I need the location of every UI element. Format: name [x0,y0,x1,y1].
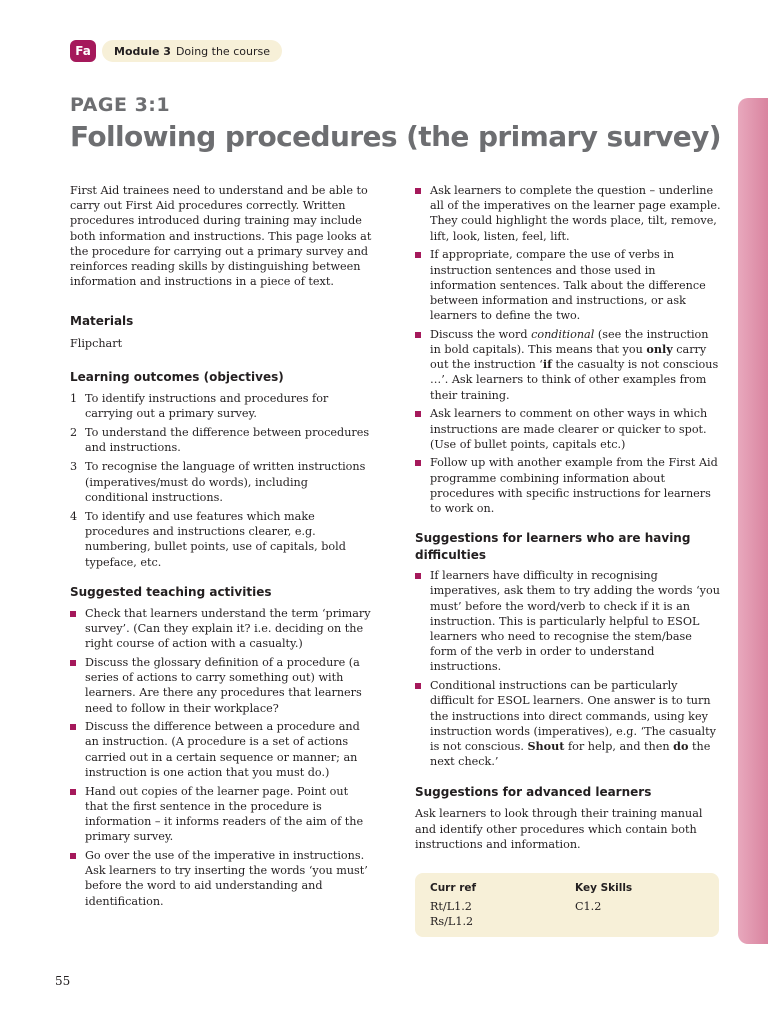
outcome-item: 1 To identify instructions and procedures for carrying out a primary survey. [70,391,329,420]
key-skills-value: C1.2 [575,900,602,914]
key-skills-column [575,881,715,914]
curr-ref-value: Rs/L1.2 [430,915,474,929]
intro-paragraph: First Aid trainees need to understand and be able to carry out First Aid procedures correctly. Written procedures introduced during training may include both information and instructions. This page looks at the procedure for carrying out a primary survey and reinforces reading skills by distinguishing between information and instructions in a piece of text. [70,184,372,289]
curr-ref-value: Rt/L1.2 [430,900,472,914]
side-tab-decoration [738,98,768,944]
teaching-heading: Suggested teaching activities [70,584,272,599]
advanced-text: Ask learners to look through their training manual and identify other procedures which contain both instructions and information. [415,807,703,851]
fa-badge: Fa [70,40,96,62]
module-pill [102,40,282,62]
outcome-item: 4 To identify and use features which make procedures and instructions clearer, e.g. numbering, bullet points, use of capitals, bold typeface, etc. [70,510,346,569]
right-column [415,183,722,852]
key-skills-heading: Key Skills [575,882,633,894]
difficulty-item: Conditional instructions can be particularly difficult for ESOL learners. One answer is to turn the instructions into direct commands, using key instruction words (imperatives), e.g. ‘The casualty is not conscious. Shout for help, and then do the next check.’ [415,678,722,769]
activity-item: If appropriate, compare the use of verbs in instruction sentences and those used in information sentences. Talk about the difference between information and instructions, or ask learners to define the two. [415,247,722,323]
running-header [70,40,282,62]
activity-item: Ask learners to comment on other ways in which instructions are made clearer or quicker to spot. (Use of bullet points, capitals etc.) [415,406,722,452]
advanced-heading: Suggestions for advanced learners [415,785,652,800]
teaching-item: Discuss the difference between a procedure and an instruction. (A procedure is a set of actions carried out in a certain sequence or manner; an instruction is one action that you must do.) [70,719,372,780]
difficulty-item: If learners have difficulty in recognising imperatives, ask them to try adding the words ‘you must’ before the word/verb to check if it is an instruction. This is particularly helpful to ESOL learners who need to recognise the stem/base form of the verb in order to understand instructions. [415,568,722,674]
teaching-item: Discuss the glossary definition of a procedure (a series of actions to carry something out) with learners. Are there any procedures that learners need to follow in their workplace? [70,655,372,716]
outcome-item: 3 To recognise the language of written instructions (imperatives/must do words), including conditional instructions. [70,460,366,504]
outcome-item: 2 To understand the difference between procedures and instructions. [70,426,370,455]
difficulties-heading: Suggestions for learners who are having difficulties [415,531,691,563]
curr-ref-column [430,881,570,930]
teaching-item: Go over the use of the imperative in instructions. Ask learners to try inserting the words ‘you must’ before the word to aid understanding and identification. [70,848,372,909]
activity-item: Discuss the word conditional (see the instruction in bold capitals). This means that you only carry out the instruction ‘if the casualty is not conscious …’. Ask learners to think of other examples from their training. [415,327,722,403]
teaching-list [70,606,372,909]
outcomes-heading: Learning outcomes (objectives) [70,369,284,384]
module-section: Doing the course [175,44,270,58]
materials-heading: Materials [70,314,134,329]
activity-item: Ask learners to complete the question – underline all of the imperatives on the learner page example. They could highlight the words place, tilt, remove, lift, look, listen, feel, lift. [415,183,722,244]
page-label: PAGE 3:1 [70,94,171,116]
page-title: Following procedures (the primary survey) [70,120,721,153]
outcomes-list [70,391,372,570]
page-number: 55 [55,974,71,988]
activities-continued-list [415,183,722,516]
module-number: Module 3 [114,44,171,58]
activity-item: Follow up with another example from the First Aid programme combining information about procedures with specific instructions for learners to work on. [415,455,722,516]
reference-box [415,873,719,937]
left-column [70,183,372,912]
teaching-item: Hand out copies of the learner page. Point out that the first sentence in the procedure is information – it informs readers of the aim of the primary survey. [70,784,372,845]
difficulties-list [415,568,722,769]
teaching-item: Check that learners understand the term ‘primary survey’. (Can they explain it? i.e. deciding on the right course of action with a casualty.) [70,606,372,652]
materials-text: Flipchart [70,337,123,351]
curr-ref-heading: Curr ref [430,882,477,894]
